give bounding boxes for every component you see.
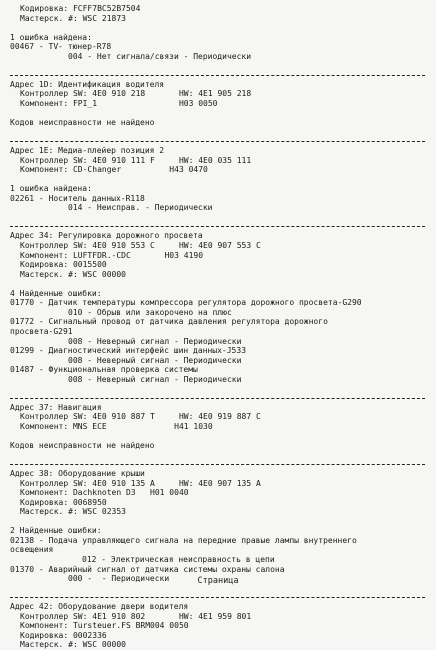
address-38-shop-number: Мастерск. #: WSC 02353 (20, 507, 126, 517)
tv-faults-found: 1 ошибка найдена: (10, 32, 92, 42)
address-34-fault3-code: 01299 - Диагностический интерфейс шин данных-J533 (10, 346, 247, 356)
address-34-faults-found: 4 Найденные ошибки: (10, 288, 102, 298)
section-separator (10, 226, 425, 227)
address-38-component: Компонент: Dachknoten D3 H01 0040 (20, 488, 189, 498)
address-34-controller: Контроллер SW: 4E0 910 553 C HW: 4E0 907 553 C (20, 241, 261, 251)
address-38-fault1-code-cont: освещения (10, 545, 54, 555)
address-42-component: Компонент: Tursteuer.FS BRM004 0050 (20, 621, 189, 631)
section-separator (10, 75, 425, 76)
address-34-fault4-code: 01487 - Функциональная проверка системы (10, 365, 198, 375)
address-38-fault2-detail: 000 - - Периодически (68, 574, 170, 584)
address-1e-faults-found: 1 ошибка найдена: (10, 184, 92, 194)
section-separator (10, 597, 425, 598)
address-34-coding: Кодировка: 0015500 (20, 260, 107, 270)
address-37-component: Компонент: MNS ECE H41 1030 (20, 421, 213, 431)
address-38-fault1-code: 02138 - Подача управляющего сигнала на передние правые лампы внутреннего (10, 535, 357, 545)
address-1e-component: Компонент: CD-Changer H43 0470 (20, 165, 208, 175)
address-38-fault2-code: 01370 - Аварийный сигнал от датчика системы охраны салона (10, 564, 285, 574)
address-1e-fault-detail: 014 - Неисправ. - Периодически (68, 203, 213, 213)
address-34-fault2-code-cont: просвета-G291 (10, 326, 73, 336)
address-34-fault1-detail: 010 - Обрыв или закорочено на плюс (68, 307, 232, 317)
address-34-fault3-detail: 008 - Неверный сигнал - Периодически (68, 355, 242, 365)
address-34-fault4-detail: 008 - Неверный сигнал - Периодически (68, 374, 242, 384)
address-37-controller: Контроллер SW: 4E0 910 887 T HW: 4E0 919 887 C (20, 412, 261, 422)
address-38-coding: Кодировка: 0068950 (20, 497, 107, 507)
address-1d-no-faults: Кодов неисправности не найдено (10, 118, 155, 128)
address-34-fault2-detail: 008 - Неверный сигнал - Периодически (68, 336, 242, 346)
address-38-faults-found: 2 Найденные ошибки: (10, 526, 102, 536)
address-37-title: Адрес 37: Навигация (10, 402, 102, 412)
address-1e-fault-code: 02261 - Носитель данных-R118 (10, 193, 145, 203)
address-1e-title: Адрес 1E: Медиа-плейер позиция 2 (10, 146, 165, 156)
address-38-controller: Контроллер SW: 4E0 910 135 A HW: 4E0 907 135 A (20, 478, 261, 488)
address-42-shop-number: Мастерск. #: WSC 00000 (20, 640, 126, 650)
address-38-fault1-detail: 012 - Электрическая неисправность в цепи (82, 554, 275, 564)
address-1d-component: Компонент: FPI_1 H03 0050 (20, 98, 218, 108)
section-separator (10, 398, 425, 399)
address-1e-controller: Контроллер SW: 4E0 910 111 F HW: 4E0 035 111 (20, 155, 252, 165)
address-1d-controller: Контроллер SW: 4E0 910 218 HW: 4E1 905 218 (20, 89, 252, 99)
tv-fault-detail: 004 - Нет сигнала/связи - Периодически (68, 51, 252, 61)
header-coding: Кодировка: FCFF7BC52B7504 (20, 4, 141, 13)
address-34-component: Компонент: LUFTFDR.-CDC H03 4190 (20, 250, 204, 260)
address-37-no-faults: Кодов неисправности не найдено (10, 440, 155, 450)
address-34-fault2-code: 01772 - Сигнальный провод от датчика давления регулятора дорожного (10, 317, 328, 327)
address-42-controller: Контроллер SW: 4E1 910 802 HW: 4E1 959 801 (20, 611, 252, 621)
address-1d-title: Адрес 1D: Идентификация водителя (10, 79, 165, 89)
address-42-coding: Кодировка: 0002336 (20, 630, 107, 640)
address-34-title: Адрес 34: Регулировка дорожного просвета (10, 231, 203, 241)
header-shop-number: Мастерск. #: WSC 21873 (20, 13, 126, 23)
address-34-fault1-code: 01770 - Датчик температуры компрессора регулятора дорожного просвета-G290 (10, 298, 362, 308)
address-34-shop-number: Мастерск. #: WSC 00000 (20, 269, 126, 279)
address-42-title: Адрес 42: Оборудование двери водителя (10, 602, 189, 612)
section-separator (10, 464, 425, 465)
tv-fault-code: 00467 - TV- тюнер-R78 (10, 42, 112, 52)
address-38-title: Адрес 38: Оборудование крыши (10, 469, 145, 479)
section-separator (10, 141, 425, 142)
page-footer-label: Страница (197, 576, 239, 586)
